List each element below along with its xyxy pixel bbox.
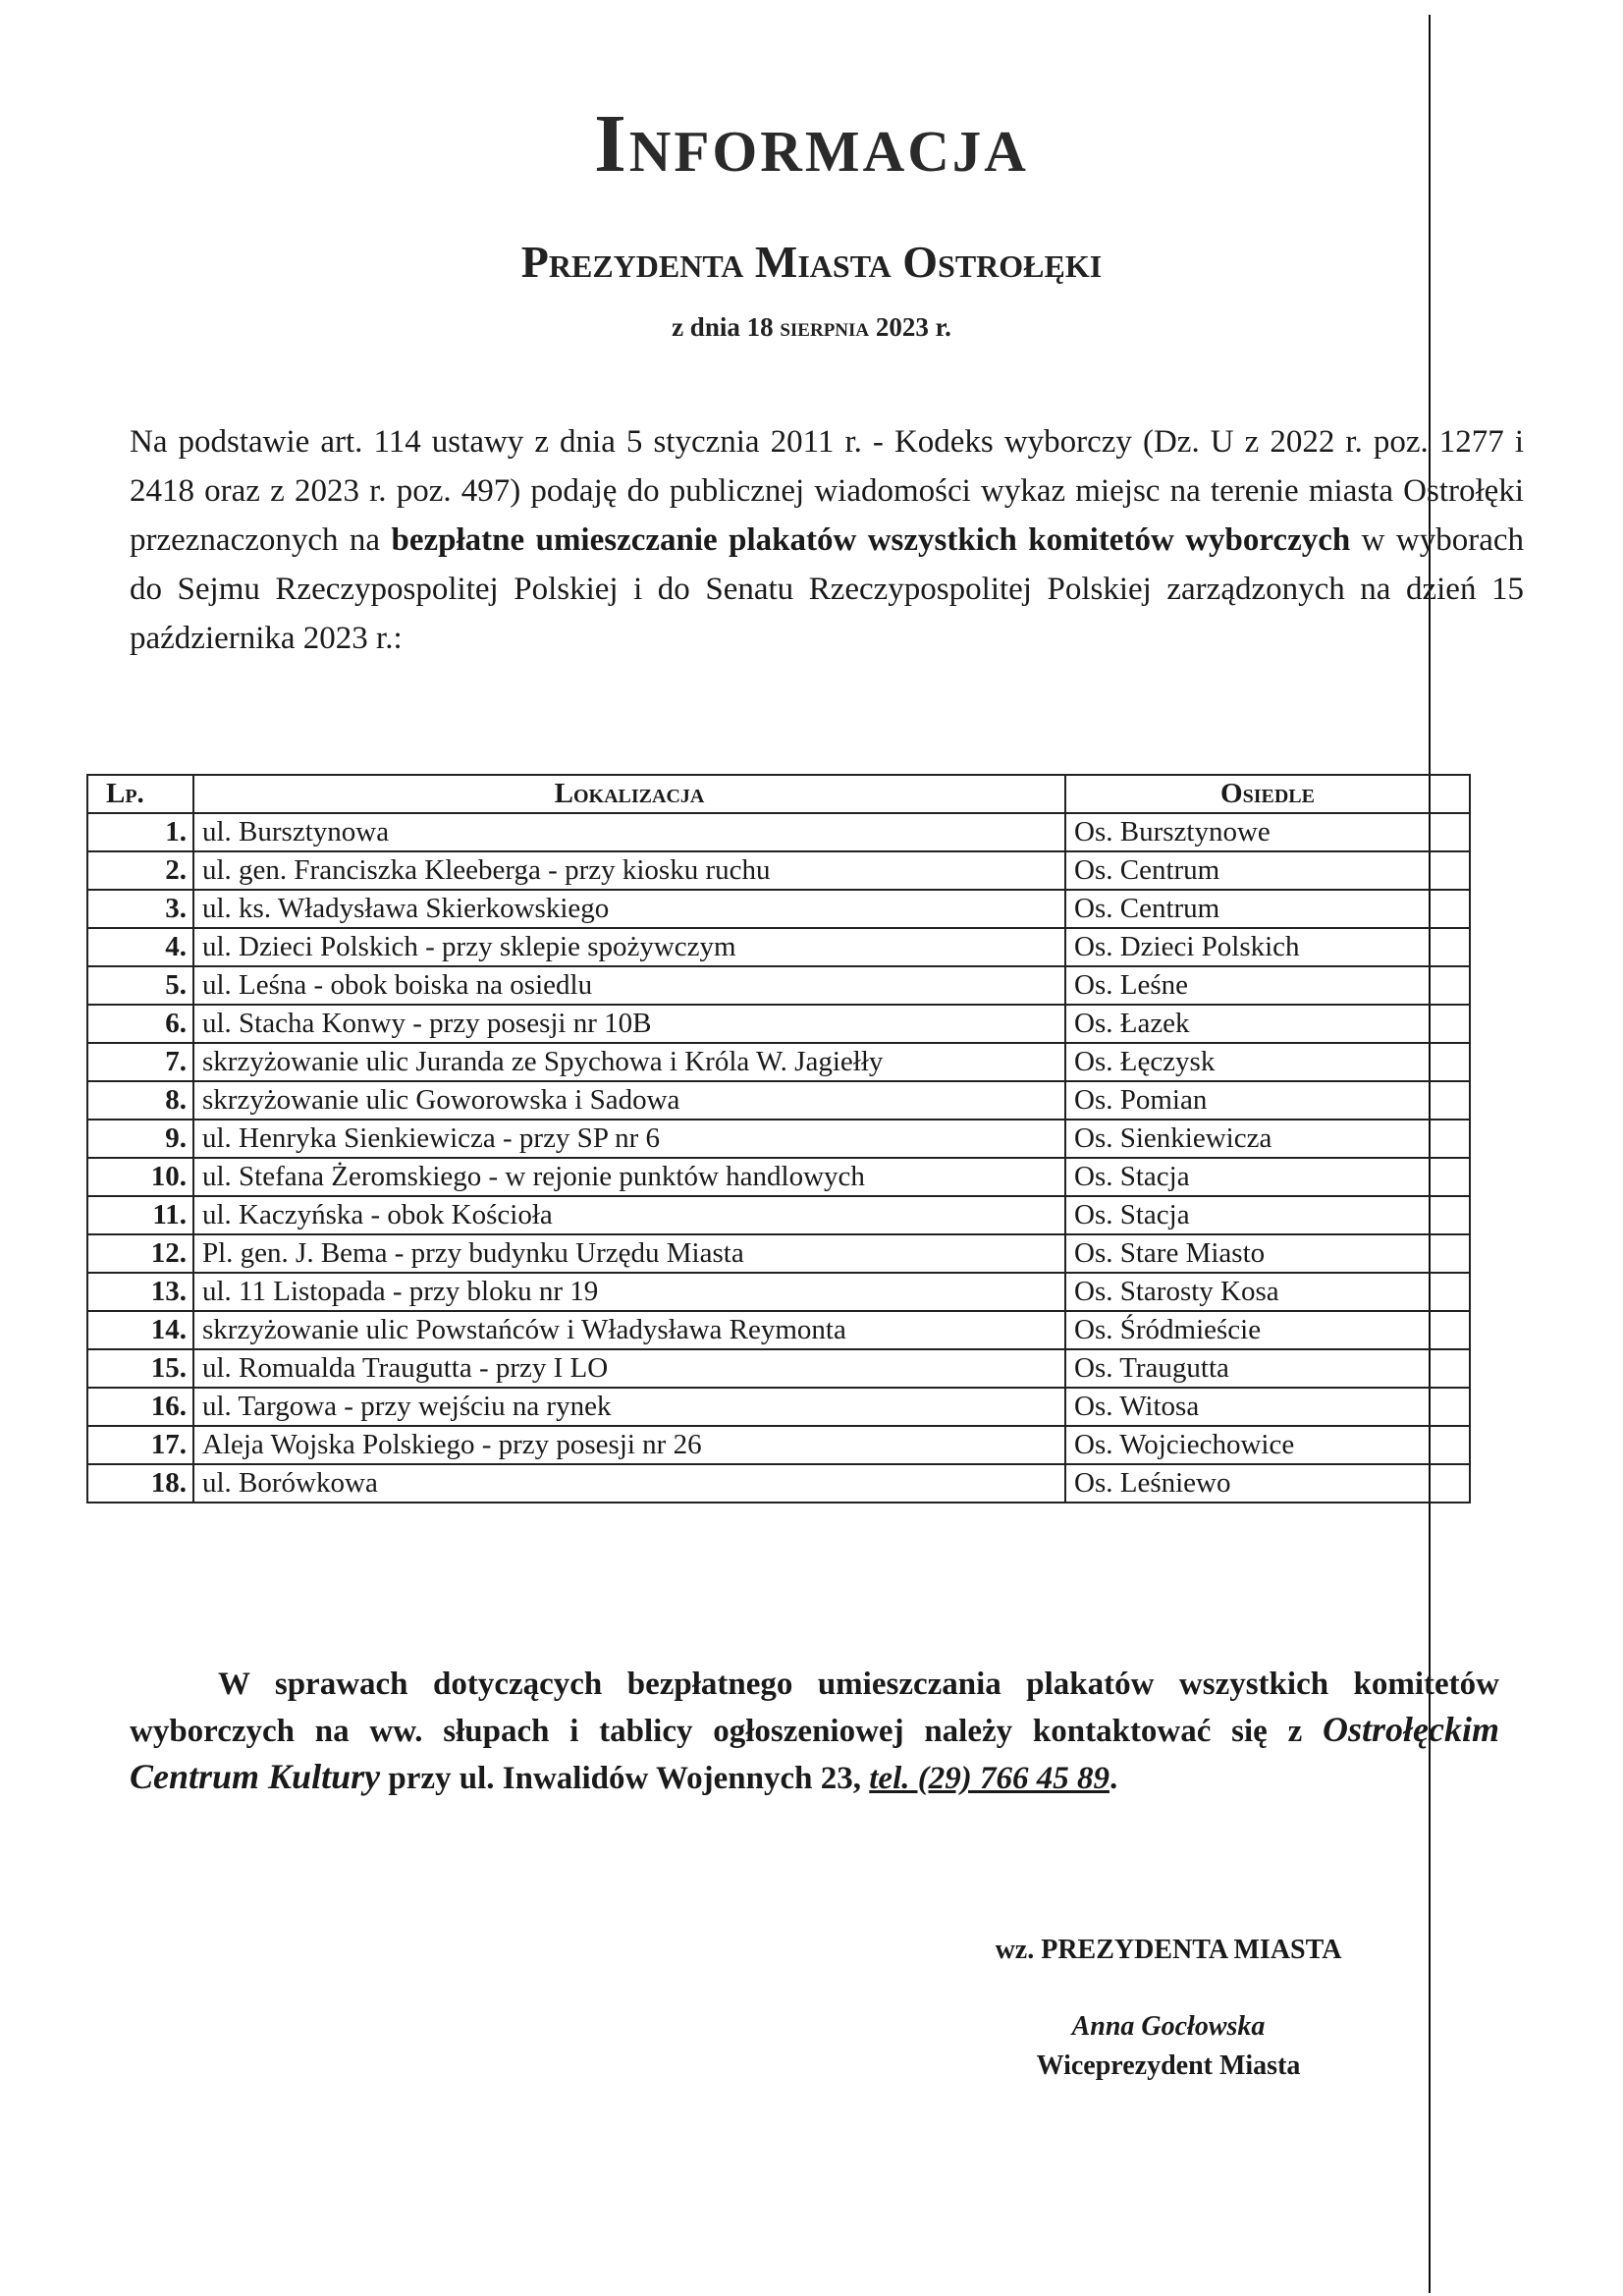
table-row (87, 890, 1470, 928)
row-number: 9. (87, 1120, 193, 1158)
page-subtitle: Prezydenta Miasta Ostrołęki (520, 237, 1103, 287)
table-row (87, 1234, 1470, 1273)
row-number: 17. (87, 1426, 193, 1464)
table-row (87, 1081, 1470, 1120)
contact-end: . (1109, 1761, 1118, 1796)
row-location: skrzyżowanie ulic Goworowska i Sadowa (193, 1081, 1065, 1120)
signature-role: wz. PREZYDENTA MIASTA (995, 1935, 1342, 1965)
row-location: Pl. gen. J. Bema - przy budynku Urzędu Miasta (193, 1234, 1065, 1273)
row-location: ul. Henryka Sienkiewicza - przy SP nr 6 (193, 1120, 1065, 1158)
header-osiedle: Osiedle (1065, 775, 1470, 813)
row-location: ul. Stacha Konwy - przy posesji nr 10B (193, 1005, 1065, 1043)
row-estate: Os. Bursztynowe (1065, 813, 1470, 851)
row-number: 6. (87, 1005, 193, 1043)
row-number: 16. (87, 1388, 193, 1426)
row-location: ul. Targowa - przy wejściu na rynek (193, 1388, 1065, 1426)
row-estate: Os. Dzieci Polskich (1065, 928, 1470, 966)
row-estate: Os. Centrum (1065, 851, 1470, 890)
row-number: 11. (87, 1196, 193, 1234)
row-estate: Os. Stacja (1065, 1196, 1470, 1234)
row-estate: Os. Centrum (1065, 890, 1470, 928)
signature-title: Wiceprezydent Miasta (1036, 2050, 1301, 2081)
table-row (87, 1273, 1470, 1311)
header-lp: Lp. (87, 775, 193, 813)
row-estate: Os. Łęczysk (1065, 1043, 1470, 1081)
row-estate: Os. Leśne (1065, 966, 1470, 1005)
table-row (87, 813, 1470, 851)
table-body (87, 813, 1470, 1503)
row-number: 7. (87, 1043, 193, 1081)
row-estate: Os. Śródmieście (1065, 1311, 1470, 1349)
table-header-row (87, 775, 1470, 813)
row-estate: Os. Stare Miasto (1065, 1234, 1470, 1273)
row-location: Aleja Wojska Polskiego - przy posesji nr 26 (193, 1426, 1065, 1464)
row-location: ul. Kaczyńska - obok Kościoła (193, 1196, 1065, 1234)
date-suffix: 2023 r. (875, 312, 951, 342)
contact-paragraph (130, 1662, 1499, 1801)
contact-text-1: W sprawach dotyczących bezpłatnego umieszczania plakatów wszystkich komitetów wyborczych na ww. słupach i tablicy ogłoszeniowej należy kontaktować się z (130, 1667, 1499, 1749)
contact-phone: tel. (29) 766 45 89 (869, 1761, 1109, 1796)
row-location: ul. 11 Listopada - przy bloku nr 19 (193, 1273, 1065, 1311)
row-number: 14. (87, 1311, 193, 1349)
row-estate: Os. Traugutta (1065, 1349, 1470, 1388)
row-location: ul. Borówkowa (193, 1464, 1065, 1503)
table-row (87, 1311, 1470, 1349)
row-number: 12. (87, 1234, 193, 1273)
row-estate: Os. Leśniewo (1065, 1464, 1470, 1503)
intro-text-1: Na podstawie art. 114 ustawy z dnia 5 stycznia 2011 r. - Kodeks wyborczy (Dz. U z 2022 r. poz. 1277 i 2418 oraz z 2023 r. poz. 497) podaję do publicznej wiadomości wykaz miejsc na terenie miasta Ostrołęki przeznaczonych na (130, 424, 1524, 558)
row-location: ul. gen. Franciszka Kleeberga - przy kiosku ruchu (193, 851, 1065, 890)
row-location: ul. Dzieci Polskich - przy sklepie spożywczym (193, 928, 1065, 966)
contact-text-2: przy ul. Inwalidów Wojennych 23, (388, 1761, 861, 1796)
row-number: 3. (87, 890, 193, 928)
row-location: ul. Romualda Traugutta - przy I LO (193, 1349, 1065, 1388)
row-number: 18. (87, 1464, 193, 1503)
table-row (87, 1120, 1470, 1158)
table-row (87, 1388, 1470, 1426)
table-row (87, 851, 1470, 890)
table-row (87, 1426, 1470, 1464)
date-month: sierpnia (780, 312, 870, 342)
row-location: ul. ks. Władysława Skierkowskiego (193, 890, 1065, 928)
table-row (87, 928, 1470, 966)
row-number: 15. (87, 1349, 193, 1388)
table-row (87, 966, 1470, 1005)
contact-organization: Ostrołęckim Centrum Kultury (130, 1710, 1499, 1796)
row-location: skrzyżowanie ulic Juranda ze Spychowa i Króla W. Jagiełły (193, 1043, 1065, 1081)
row-location: ul. Bursztynowa (193, 813, 1065, 851)
row-estate: Os. Sienkiewicza (1065, 1120, 1470, 1158)
row-estate: Os. Wojciechowice (1065, 1426, 1470, 1464)
table-row (87, 1196, 1470, 1234)
row-location: ul. Stefana Żeromskiego - w rejonie punktów handlowych (193, 1158, 1065, 1196)
row-number: 8. (87, 1081, 193, 1120)
row-number: 13. (87, 1273, 193, 1311)
signature-name: Anna Gocłowska (1071, 2011, 1266, 2042)
intro-bold-text: bezpłatne umieszczanie plakatów wszystkich komitetów wyborczych (391, 522, 1351, 558)
table-row (87, 1005, 1470, 1043)
table-row (87, 1043, 1470, 1081)
header-lokalizacja: Lokalizacja (193, 775, 1065, 813)
row-location: skrzyżowanie ulic Powstańców i Władysława Reymonta (193, 1311, 1065, 1349)
intro-paragraph (130, 417, 1524, 663)
table-row (87, 1464, 1470, 1503)
table-row (87, 1158, 1470, 1196)
row-number: 5. (87, 966, 193, 1005)
locations-table (86, 774, 1471, 1503)
row-number: 2. (87, 851, 193, 890)
row-number: 4. (87, 928, 193, 966)
row-number: 10. (87, 1158, 193, 1196)
row-number: 1. (87, 813, 193, 851)
row-estate: Os. Starosty Kosa (1065, 1273, 1470, 1311)
row-estate: Os. Witosa (1065, 1388, 1470, 1426)
intro-text-2: w wyborach do Sejmu Rzeczypospolitej Polskiej i do Senatu Rzeczypospolitej Polskiej zarządzonych na dzień 15 października 2023 r.: (130, 522, 1525, 656)
row-estate: Os. Łazek (1065, 1005, 1470, 1043)
table-row (87, 1349, 1470, 1388)
date-prefix: z dnia 18 (672, 312, 774, 342)
row-estate: Os. Pomian (1065, 1081, 1470, 1120)
row-location: ul. Leśna - obok boiska na osiedlu (193, 966, 1065, 1005)
document-date (0, 312, 1623, 343)
row-estate: Os. Stacja (1065, 1158, 1470, 1196)
page-title: Informacja (594, 98, 1029, 190)
